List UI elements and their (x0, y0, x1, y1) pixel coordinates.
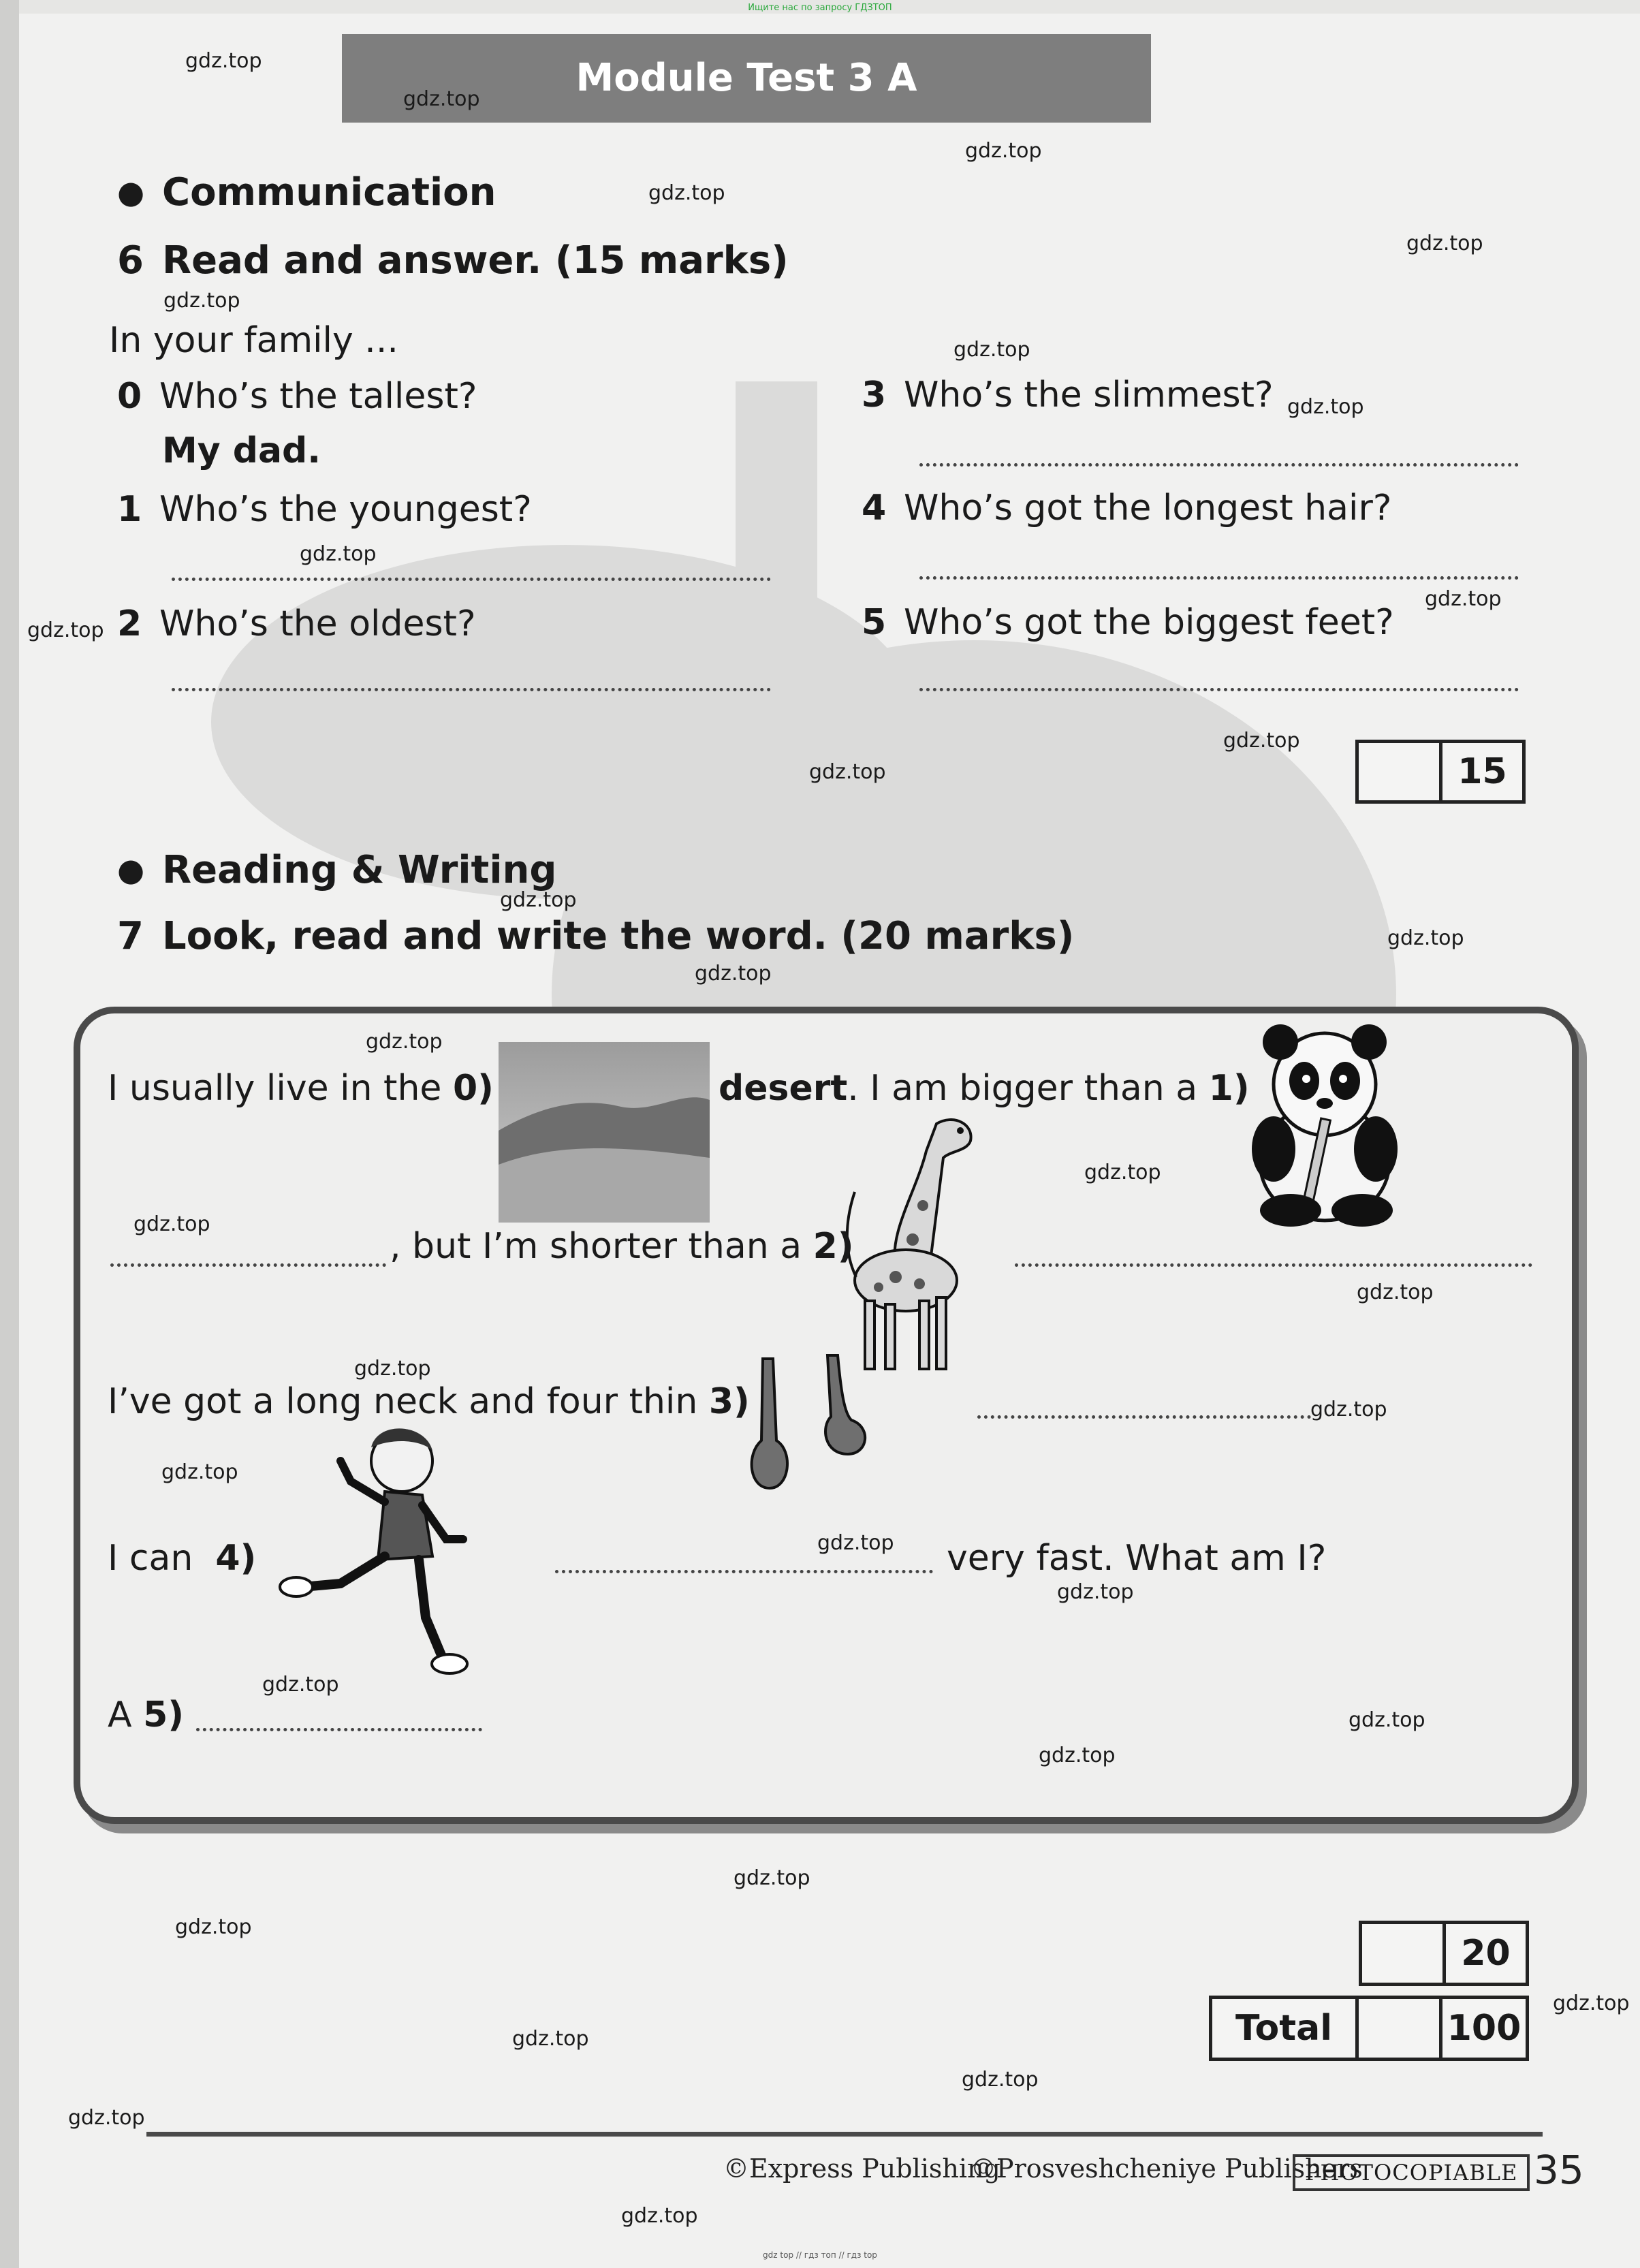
answer-line-2[interactable] (172, 688, 771, 691)
question-4: 4 Who’s got the longest hair? (862, 488, 1392, 529)
panel-line-2: , but I’m shorter than a 2) (390, 1226, 854, 1267)
watermark: gdz.top (1406, 232, 1483, 255)
giraffe-illustration (834, 1110, 998, 1383)
watermark: gdz.top (354, 1357, 431, 1381)
watermark: gdz.top (621, 2204, 698, 2228)
hooves-illustration (742, 1352, 879, 1502)
watermark: gdz.top (262, 1673, 339, 1697)
watermark: gdz.top (1084, 1161, 1161, 1184)
score-input-15[interactable] (1359, 743, 1442, 800)
question-1: 1 Who’s the youngest? (117, 489, 532, 530)
panel-line-3: I’ve got a long neck and four thin 3) (108, 1381, 750, 1422)
score-box-20 (1359, 1921, 1529, 1986)
footer-rule (146, 2132, 1543, 2137)
section-heading-reading-writing: Reading & Writing (162, 848, 557, 892)
scan-left-edge (0, 0, 19, 2268)
bullet-icon: ● (117, 174, 145, 210)
answer-line-5[interactable] (919, 688, 1519, 691)
desert-photo (499, 1042, 710, 1223)
watermark: gdz.top (500, 888, 577, 912)
watermark: gdz.top (1425, 587, 1502, 611)
total-input[interactable] (1359, 1999, 1442, 2058)
watermark: gdz.top (953, 338, 1030, 362)
intro-text: In your family ... (109, 320, 398, 361)
watermark: gdz.top (1287, 395, 1364, 419)
watermark: gdz.top (161, 1460, 238, 1484)
task-6-number: 6 (117, 238, 144, 283)
answer-line-r3[interactable] (977, 1415, 1311, 1419)
watermark: gdz.top (695, 962, 772, 986)
bullet-icon: ● (117, 851, 145, 888)
watermark: gdz.top (366, 1030, 443, 1054)
question-3: 3 Who’s the slimmest? (862, 375, 1274, 415)
panel-line-1-right: desert. I am bigger than a 1) (719, 1068, 1250, 1109)
score-box-15 (1355, 740, 1526, 804)
answer-line-r5[interactable] (196, 1728, 482, 1731)
watermark: gdz.top (965, 139, 1042, 163)
score-max-15: 15 (1457, 751, 1507, 792)
watermark: gdz.top (403, 87, 480, 111)
question-5: 5 Who’s got the biggest feet? (862, 602, 1394, 643)
watermark: gdz.top (1553, 1991, 1630, 2015)
photocopiable-badge: PHOTOCOPIABLE (1293, 2154, 1530, 2191)
question-2: 2 Who’s the oldest? (117, 603, 476, 644)
section-heading-communication: Communication (162, 170, 496, 215)
watermark: gdz.top (1349, 1708, 1425, 1732)
watermark: gdz.top (68, 2106, 145, 2130)
panel-line-4: I can 4) (108, 1538, 257, 1579)
task-6-title: Read and answer. (15 marks) (162, 238, 789, 283)
watermark: gdz.top (1039, 1744, 1116, 1767)
panda-illustration (1243, 1023, 1406, 1227)
panel-line-1: I usually live in the 0) (108, 1068, 494, 1109)
watermark: gdz.top (185, 49, 262, 73)
top-note: Ищите нас по запросу ГДЗТОП (748, 3, 892, 13)
watermark: gdz.top (133, 1212, 210, 1236)
running-boy-illustration (276, 1420, 480, 1679)
page-number: 35 (1534, 2147, 1584, 2193)
question-0: 0 Who’s the tallest? (117, 376, 477, 417)
panel-line-5: A 5) (108, 1695, 185, 1735)
watermark: gdz.top (300, 542, 377, 566)
watermark: gdz.top (1310, 1398, 1387, 1421)
module-title: Module Test 3 A (575, 56, 917, 100)
total-value: 100 (1447, 2008, 1521, 2049)
answer-line-r2[interactable] (1015, 1263, 1532, 1267)
answer-line-1[interactable] (172, 578, 771, 581)
answer-line-r4[interactable] (555, 1570, 933, 1573)
watermark: gdz.top (734, 1866, 810, 1890)
watermark: gdz.top (1387, 926, 1464, 950)
answer-line-r1[interactable] (110, 1263, 386, 1267)
task-7-number: 7 (117, 914, 144, 958)
score-max-20: 20 (1461, 1933, 1511, 1974)
total-label: Total (1212, 1999, 1359, 2058)
score-input-20[interactable] (1362, 1924, 1446, 1983)
panel-line-4-right: very fast. What am I? (947, 1538, 1327, 1579)
total-box (1209, 1996, 1529, 2061)
watermark: gdz.top (962, 2068, 1039, 2092)
watermark: gdz.top (175, 1915, 252, 1939)
watermark: gdz.top (27, 618, 104, 642)
task-7-title: Look, read and write the word. (20 marks) (162, 914, 1075, 958)
watermark: gdz.top (817, 1531, 894, 1555)
answer-line-3[interactable] (919, 463, 1519, 467)
answer-line-4[interactable] (919, 576, 1519, 580)
watermark: gdz.top (1357, 1280, 1434, 1304)
watermark: gdz.top (512, 2027, 589, 2051)
answer-0: My dad. (162, 430, 321, 471)
watermark: gdz.top (163, 289, 240, 313)
publisher-express: ©Express Publishing (723, 2154, 1000, 2184)
watermark: gdz.top (809, 760, 886, 784)
publisher-prosveshcheniye: ©Prosveshcheniye Publishers (971, 2154, 1363, 2184)
bottom-note: gdz top // гдз топ // гдз top (763, 2250, 877, 2260)
watermark: gdz.top (1057, 1580, 1134, 1604)
answer-0-desert: desert (719, 1068, 848, 1109)
watermark: gdz.top (1223, 729, 1300, 753)
watermark: gdz.top (648, 181, 725, 205)
